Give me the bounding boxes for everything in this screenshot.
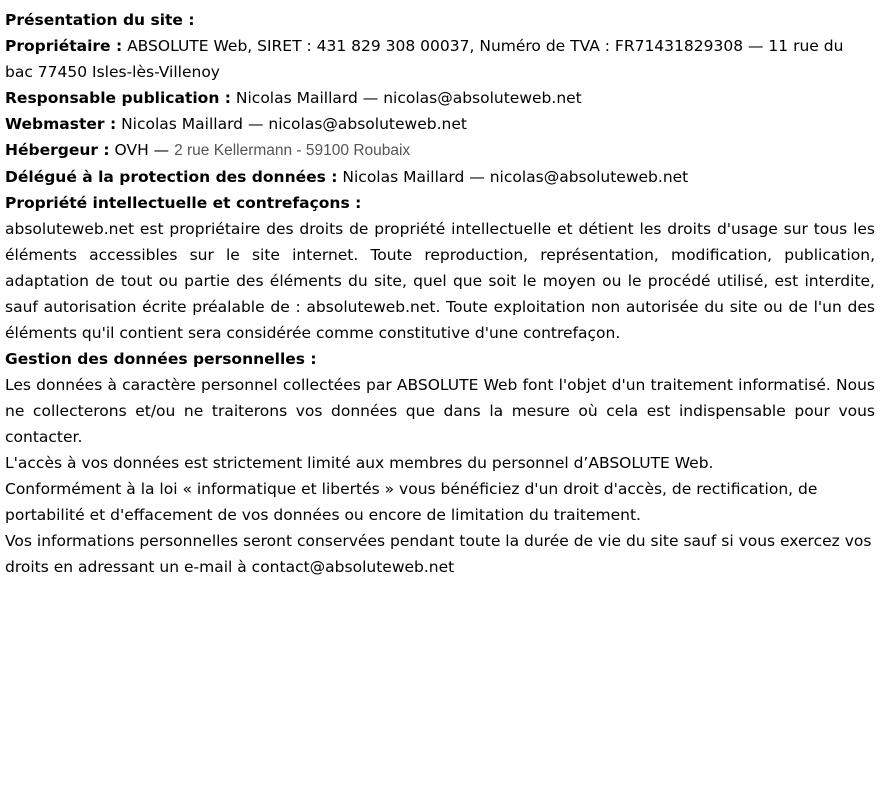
section-heading-personal-data (5, 346, 875, 372)
owner-field (5, 33, 875, 85)
section-heading-intellectual-property-text: Propriété intellectuelle et contrefaçons : (5, 194, 362, 212)
section-heading-personal-data-text: Gestion des données personnelles : (5, 350, 317, 368)
publication-manager-field (5, 85, 875, 111)
publication-manager-value: Nicolas Maillard — nicolas@absoluteweb.net (230, 89, 582, 107)
dpo-field (5, 164, 875, 190)
data-access-paragraph: L'accès à vos données est strictement limité aux membres du personnel d’ABSOLUTE Web. (5, 454, 714, 472)
publication-manager-label: Responsable publication : (5, 89, 231, 107)
data-processing-paragraph: Les données à caractère personnel collectées par ABSOLUTE Web font l'objet d'un traitement informatisé. Nous ne collecterons et/ou ne traiterons vos données que dans la mesure où cela est indispensable pour vous contacter. (5, 376, 875, 446)
owner-label: Propriétaire : (5, 37, 123, 55)
intellectual-property-paragraph: absoluteweb.net est propriétaire des droits de propriété intellectuelle et détient les droits d'usage sur tous les éléments accessibles sur le site internet. Toute reproduction, représentation, modification, publication, adaptation de tout ou partie des éléments du site, quel que soit le moyen ou le procédé utilisé, est interdite, sauf autorisation écrite préalable de : absoluteweb.net. Toute exploitation non autorisée du site ou de l'un des éléments qu'il contient sera considérée comme constitutive d'une contrefaçon. (5, 220, 875, 342)
rights-paragraph: Conformément à la loi « informatique et libertés » vous bénéficiez d'un droit d'accès, de rectification, de portabilité et d'effacement de vos données ou encore de limitation du traitement. (5, 480, 818, 524)
webmaster-value: Nicolas Maillard — nicolas@absoluteweb.net (116, 115, 467, 133)
webmaster-field (5, 111, 875, 137)
section-heading-presentation (5, 7, 875, 33)
host-address: 2 rue Kellermann - 59100 Roubaix (174, 142, 411, 159)
host-field (5, 137, 875, 164)
dpo-value: Nicolas Maillard — nicolas@absoluteweb.net (337, 168, 689, 186)
dpo-label: Délégué à la protection des données : (5, 168, 338, 186)
owner-value: ABSOLUTE Web, SIRET : 431 829 308 00037, Numéro de TVA : FR71431829308 — 11 rue du bac 77450 Isles-lès-Villenoy (5, 37, 844, 81)
retention-paragraph: Vos informations personnelles seront conservées pendant toute la durée de vie du site sauf si vous exercez vos droits en adressant un e-mail à contact@absoluteweb.net (5, 532, 872, 576)
webmaster-label: Webmaster : (5, 115, 117, 133)
host-value: OVH — (109, 141, 175, 159)
host-label: Hébergeur : (5, 141, 110, 159)
section-heading-intellectual-property (5, 190, 875, 216)
section-heading-presentation-text: Présentation du site : (5, 11, 195, 29)
